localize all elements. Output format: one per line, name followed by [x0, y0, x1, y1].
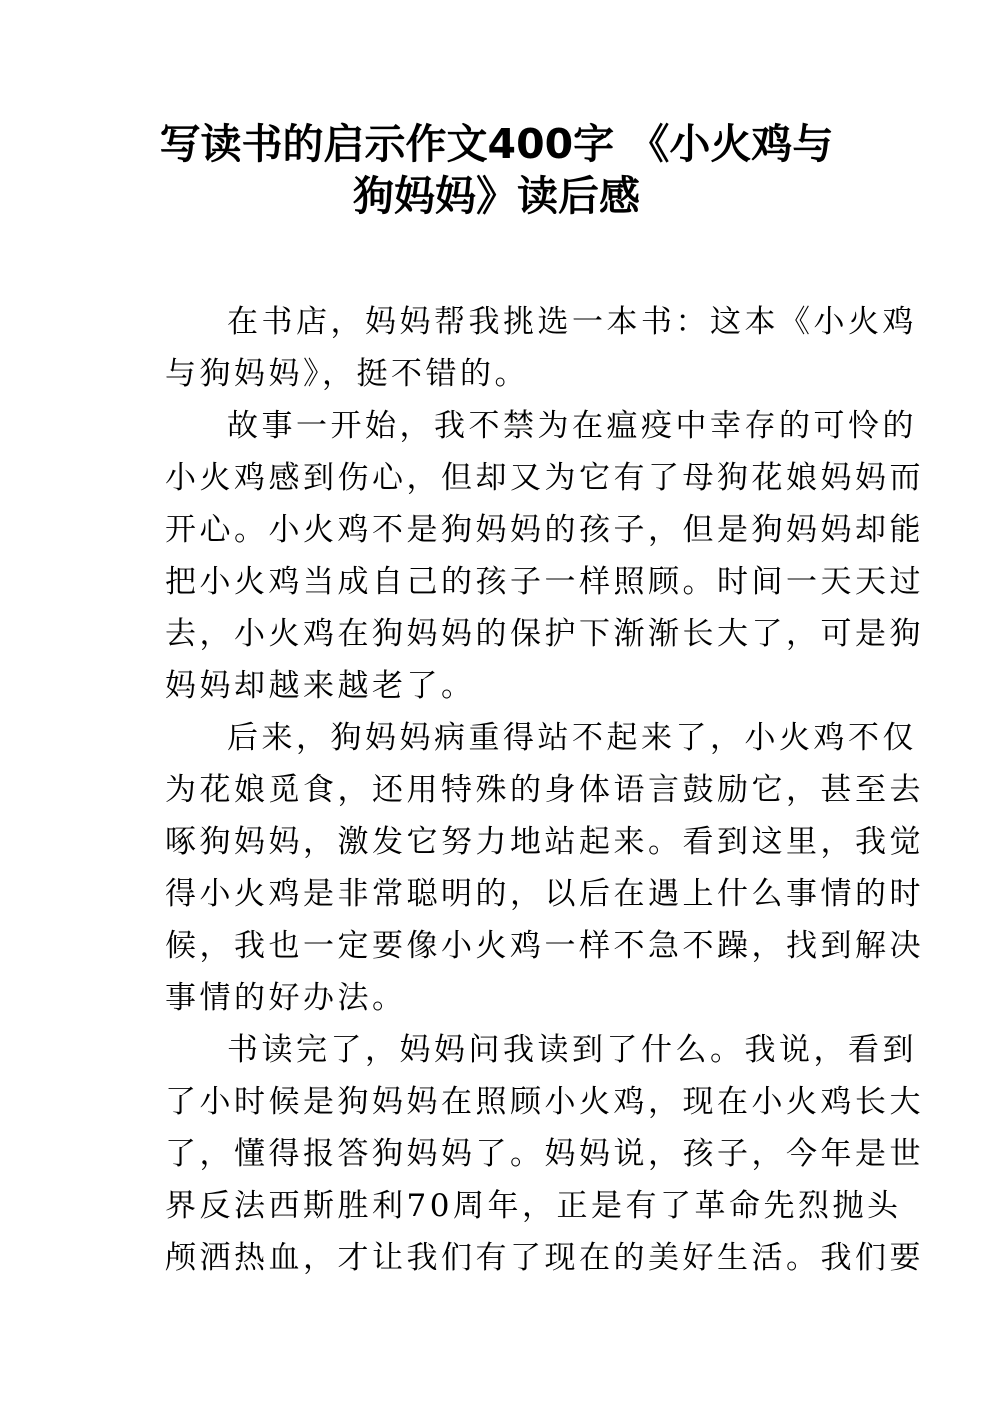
text-line: 了小时候是狗妈妈在照顾小火鸡，现在小火鸡长大 — [165, 1084, 924, 1120]
title-line-1: 写读书的启示作文400字 《小火鸡与 — [159, 120, 834, 168]
paragraph-1 — [165, 296, 917, 400]
text-line: 事情的好办法。 — [165, 980, 407, 1016]
text-line: 为花娘觅食，还用特殊的身体语言鼓励它，甚至去 — [165, 772, 924, 808]
text-line: 小火鸡感到伤心，但却又为它有了母狗花娘妈妈而 — [165, 460, 924, 496]
title-line-2: 狗妈妈》读后感 — [353, 172, 640, 220]
paragraph-4 — [165, 1024, 924, 1284]
text-line: 妈妈却越来越老了。 — [165, 668, 476, 704]
text-line: 开心。小火鸡不是狗妈妈的孩子，但是狗妈妈却能 — [165, 512, 924, 548]
text-line: 界反法西斯胜利70周年，正是有了革命先烈抛头 — [165, 1188, 902, 1224]
text-line: 候，我也一定要像小火鸡一样不急不躁，找到解决 — [165, 928, 924, 964]
text-line: 颅洒热血，才让我们有了现在的美好生活。我们要 — [165, 1240, 924, 1276]
paragraph-3 — [165, 712, 924, 1024]
text-line: 书读完了，妈妈问我读到了什么。我说，看到 — [227, 1032, 917, 1068]
text-line: 去，小火鸡在狗妈妈的保护下渐渐长大了，可是狗 — [165, 616, 924, 652]
paragraph-2 — [165, 400, 924, 712]
document-title — [150, 118, 843, 222]
text-line: 了，懂得报答狗妈妈了。妈妈说，孩子，今年是世 — [165, 1136, 924, 1172]
text-line: 啄狗妈妈，激发它努力地站起来。看到这里，我觉 — [165, 824, 924, 860]
text-line: 与狗妈妈》，挺不错的。 — [165, 356, 529, 392]
document-body — [165, 296, 924, 1284]
text-line: 把小火鸡当成自己的孩子一样照顾。时间一天天过 — [165, 564, 924, 600]
text-line: 后来，狗妈妈病重得站不起来了，小火鸡不仅 — [227, 720, 917, 756]
text-line: 在书店，妈妈帮我挑选一本书：这本《小火鸡 — [227, 304, 917, 340]
text-line: 故事一开始，我不禁为在瘟疫中幸存的可怜的 — [227, 408, 917, 444]
text-line: 得小火鸡是非常聪明的，以后在遇上什么事情的时 — [165, 876, 924, 912]
